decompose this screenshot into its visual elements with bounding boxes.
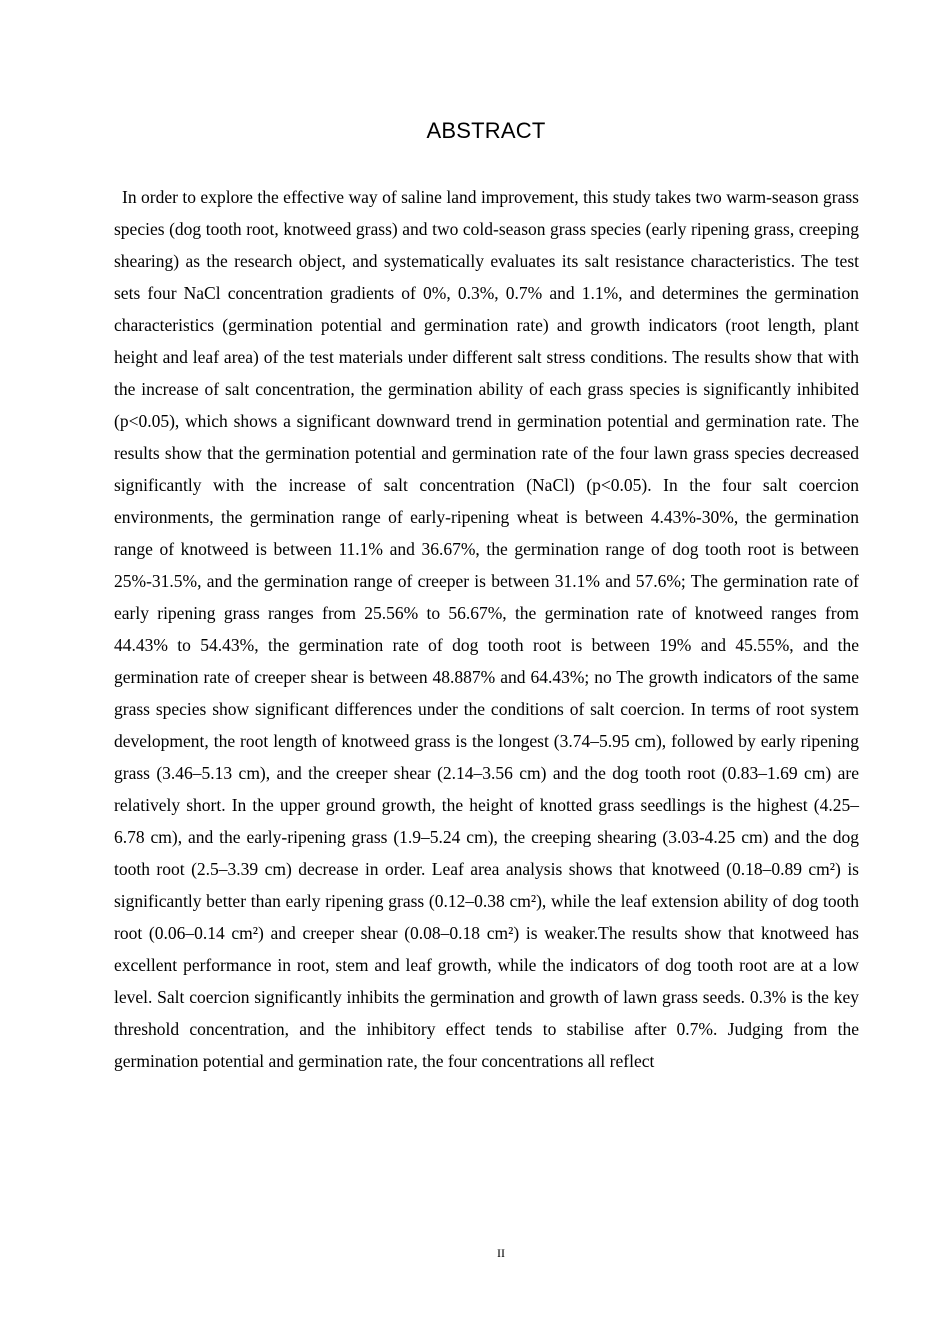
abstract-title: ABSTRACT <box>426 118 546 143</box>
page-number: II <box>497 1246 505 1260</box>
abstract-body-text: In order to explore the effective way of saline land improvement, this study takes two warm-season grass species (dog tooth root, knotweed grass) and two cold-season grass species (early ripening grass, creeping shearing) as the research object, and systematically evaluates its salt resistance characteristics. The test sets four NaCl concentration gradients of 0%, 0.3%, 0.7% and 1.1%, and determines the germination characteristics (germination potential and germination rate) and growth indicators (root length, plant height and leaf area) of the test materials under different salt stress conditions. The results show that with the increase of salt concentration, the germination ability of each grass species is significantly inhibited (p<0.05), which shows a significant downward trend in germination potential and germination rate. The results show that the germination potential and germination rate of the four lawn grass species decreased significantly with the increase of salt concentration (NaCl) (p<0.05). In the four salt coercion environments, the germination range of early-ripening wheat is between 4.43%-30%, the germination range of knotweed is between 11.1% and 36.67%, the germination range of dog tooth root is between 25%-31.5%, and the germination range of creeper is between 31.1% and 57.6%; The germination rate of early ripening grass ranges from 25.56% to 56.67%, the germination rate of knotweed ranges from 44.43% to 54.43%, the germination rate of dog tooth root is between 19% and 45.55%, and the germination rate of creeper shear is between 48.887% and 64.43%; no The growth indicators of the same grass species show significant differences under the conditions of salt coercion. In terms of root system development, the root length of knotweed grass is the longest (3.74–5.95 cm), followed by early ripening grass (3.46–5.13 cm), and the creeper shear (2.14–3.56 cm) and the dog tooth root (0.83–1.69 cm) are relatively short. In the upper ground growth, the height of knotted grass seedlings is the highest (4.25–6.78 cm), and the early-ripening grass (1.9–5.24 cm), the creeping shearing (3.03-4.25 cm) and the dog tooth root (2.5–3.39 cm) decrease in order. Leaf area analysis shows that knotweed (0.18–0.89 cm²) is significantly better than early ripening grass (0.12–0.38 cm²), while the leaf extension ability of dog tooth root (0.06–0.14 cm²) and creeper shear (0.08–0.18 cm²) is weaker.The results show that knotweed has excellent performance in root, stem and leaf growth, while the indicators of dog tooth root are at a low level. Salt coercion significantly inhibits the germination and growth of lawn grass seeds. 0.3% is the key threshold concentration, and the inhibitory effect tends to stabilise after 0.7%. Judging from the germination potential and germination rate, the four concentrations all reflect <box>114 187 859 1071</box>
